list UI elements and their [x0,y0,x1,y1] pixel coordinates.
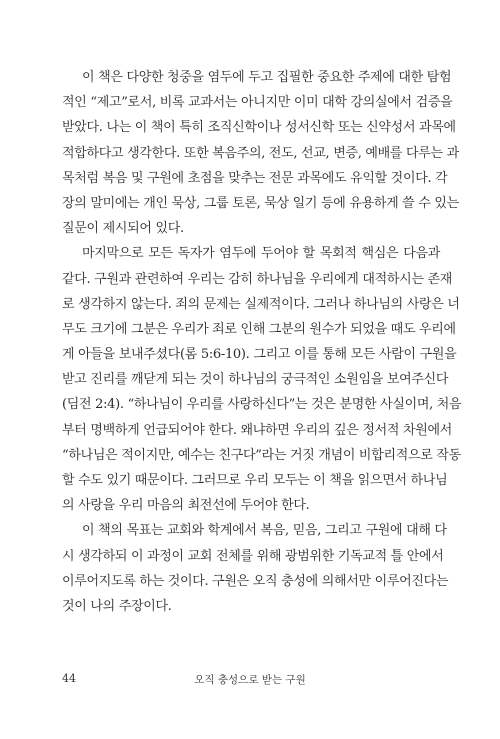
paragraph-1-line-7: 질문이 제시되어 있다. [62,221,184,237]
paragraph-2-line-1: 마지막으로 모든 독자가 염두에 두어야 할 목회적 핵심은 다음과 [82,246,440,262]
paragraph-2-line-8: 부터 명백하게 언급되어야 한다. 왜냐하면 우리의 깊은 정서적 차원에서 [62,422,452,438]
paragraph-2-line-4: 무도 크기에 그분은 우리가 죄로 인해 그분의 원수가 되었을 때도 우리에 [62,321,456,337]
paragraph-2-line-2: 같다. 구원과 관련하여 우리는 감히 하나님을 우리에게 대적하시는 존재 [62,271,452,287]
paragraph-1-line-5: 목처럼 복음 및 구원에 초점을 맞추는 전문 과목에도 유익할 것이다. 각 [62,170,448,186]
paragraph-3-line-3: 이루어지도록 하는 것이다. 구원은 오직 충성에 의해서만 이루어진다는 [62,573,449,589]
paragraph-2-line-7: (딤전 2:4). “하나님이 우리를 사랑하신다”는 것은 분명한 사실이며, 처음 [62,397,462,413]
paragraph-2-line-11: 의 사랑을 우리 마음의 최전선에 두어야 한다. [62,498,310,514]
paragraph-1-line-1: 이 책은 다양한 청중을 염두에 두고 집필한 중요한 주제에 대한 탐험 [82,70,452,85]
paragraph-3-line-4: 것이 나의 주장이다. [62,598,172,614]
paragraph-2-line-10: 할 수도 있기 때문이다. 그러므로 우리 모두는 이 책을 읽으면서 하나님 [62,473,448,488]
paragraph-2-line-3: 로 생각하지 않는다. 죄의 문제는 실제적이다. 그러나 하나님의 사랑은 너 [62,296,460,312]
paragraph-2-line-5: 게 아들을 보내주셨다(롬 5:6-10). 그리고 이를 통해 모든 사람이 구원을 [62,347,457,363]
paragraph-2-line-9: “하나님은 적이지만, 예수는 친구다”라는 거짓 개념이 비합리적으로 작동 [62,447,461,463]
paragraph-1-line-2: 적인 “제고”로서, 비록 교과서는 아니지만 이미 대학 강의실에서 검증을 [62,95,453,111]
paragraph-3-line-1: 이 책의 목표는 교회와 학계에서 복음, 믿음, 그리고 구원에 대해 다 [82,523,447,539]
paragraph-2-line-6: 받고 진리를 깨닫게 되는 것이 하나님의 궁극적인 소원임을 보여주신다 [62,372,449,388]
paragraph-1-line-6: 장의 말미에는 개인 묵상, 그룹 토론, 묵상 일기 등에 유용하게 쓸 수 있는 [62,195,459,211]
running-title: 오직 충성으로 받는 구원 [194,674,306,686]
page-number: 44 [62,672,76,685]
paragraph-1-line-4: 적합하다고 생각한다. 또한 복음주의, 전도, 선교, 변증, 예배를 다루는 과 [62,145,459,161]
paragraph-3-line-2: 시 생각하되 이 과정이 교회 전체를 위해 광범위한 기독교적 틀 안에서 [62,548,444,564]
paragraph-1-line-3: 받았다. 나는 이 책이 특히 조직신학이나 성서신학 또는 신약성서 과목에 [62,120,456,136]
body-text [62,65,462,619]
